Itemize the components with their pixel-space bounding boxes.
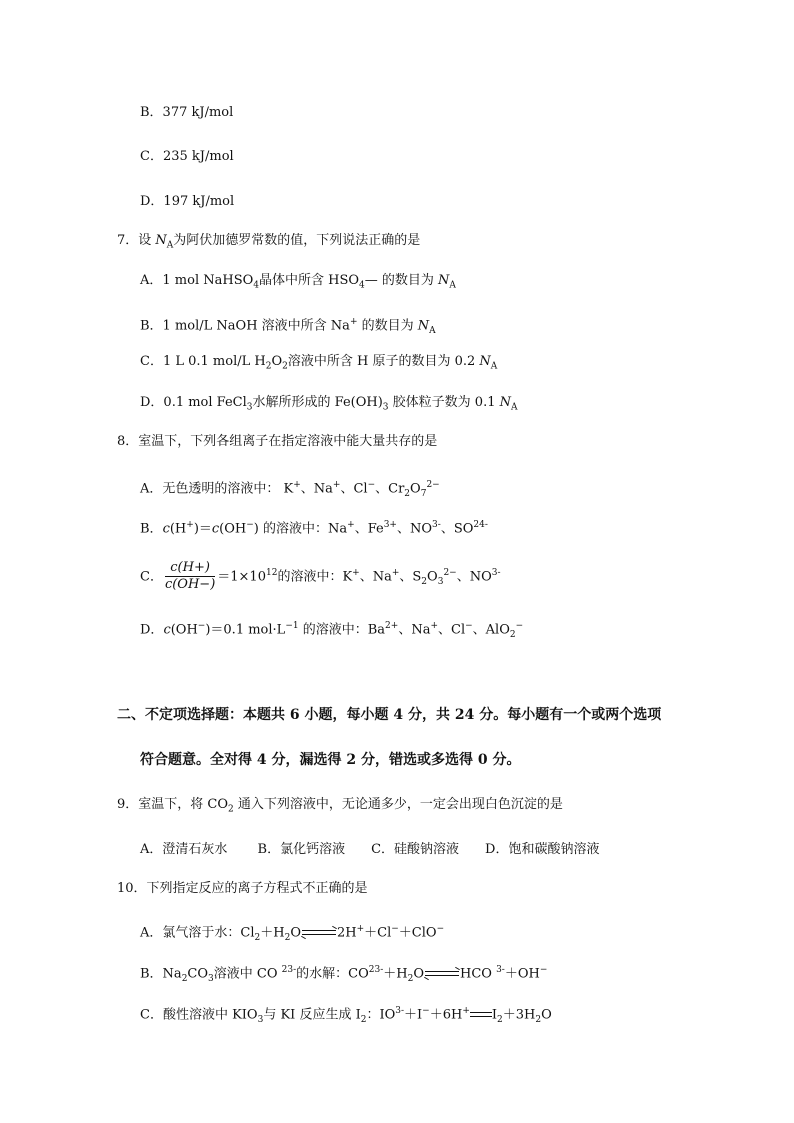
reversible-arrow-icon [302, 929, 336, 937]
reversible-arrow-icon [425, 970, 459, 978]
q7-stem: 7．设 $N_A$为阿伏加德罗常数的值，下列说法正确的是 [117, 233, 421, 251]
q7-option-a: A．1 mol NaHSO$_4$晶体中所含 $HSO_4—$ 的数目为 $N_A$ [140, 273, 456, 291]
q8-stem: 8．室温下，下列各组离子在指定溶液中能大量共存的是 [117, 434, 438, 449]
q6-option-d: D．197 kJ/mol [140, 194, 235, 209]
concentration-fraction: $\frac{c(H+)}{c(OH-)}$ [164, 560, 216, 593]
q7-option-c: C．1 L 0.1 mol/L $H_2O_2$溶液中所含 H 原子的数目为 0.2 $N_A$ [140, 354, 498, 372]
q7-option-d: D．0.1 mol FeCl$_3$水解所形成的 $Fe(OH)_3$ 胶体粒子数为 0.1 $N_A$ [140, 395, 518, 413]
section-2-heading-cont: 符合题意。全对得 4 分，漏选得 2 分，错选或多选得 0 分。 [140, 752, 521, 768]
q7-option-b: B．1 mol/L NaOH 溶液中所含 Na+ 的数目为 $N_A$ [140, 317, 436, 336]
q8-option-b: B．c(H+)＝c(OH−) 的溶液中：Na+、$Fe^{3+}$、$NO^{3-}$、$SO^{24-}$ [140, 520, 488, 537]
q10-option-c: C．酸性溶液中 $KIO_3$与 KI 反应生成 $I_2$：$IO^{3-}+I^-+6H^+$ $I_2+3H_2O$ [140, 1006, 552, 1025]
q9-stem: 9．室温下，将 $CO_2$ 通入下列溶液中，无论通多少，一定会出现白色沉淀的是 [117, 797, 563, 815]
q10-option-a: A．氯气溶于水：$Cl_2+H_2O$ 2H+＋Cl−＋ClO− [140, 924, 445, 943]
q10-stem: 10．下列指定反应的离子方程式不正确的是 [117, 881, 368, 896]
q10-option-b: B．$Na_2CO_3$溶液中 CO $^{23-}$的水解：$CO^{23-}+H_2O$ HCO $^{3-}$＋OH− [140, 965, 548, 984]
equals-sign-icon [470, 1012, 492, 1018]
q9-options: A．澄清石灰水 B．氯化钙溶液 C．硅酸钠溶液 D．饱和碳酸钠溶液 [140, 842, 600, 857]
q6-option-b: B．377 kJ/mol [140, 105, 234, 120]
q6-option-c: C．235 kJ/mol [140, 149, 234, 164]
q8-option-d: D．c(OH−)＝0.1 $mol\cdot L^{-1}$ 的溶液中：$Ba^{2+}$、Na+、Cl−、AlO$_2$− [140, 621, 524, 640]
q8-option-c: C． $\frac{c(H+)}{c(OH-)}$ $=1\times 10^{12}$的溶液中：K+、Na+、$S_2O_3^{2-}$、$NO^{3-}$ [140, 560, 501, 593]
section-2-heading: 二、不定项选择题：本题共 6 小题，每小题 4 分，共 24 分。每小题有一个或两个选项 [117, 707, 662, 723]
q8-option-a: A．无色透明的溶液中： K+、Na+、Cl−、$Cr_2O_7^{2-}$ [140, 480, 440, 499]
